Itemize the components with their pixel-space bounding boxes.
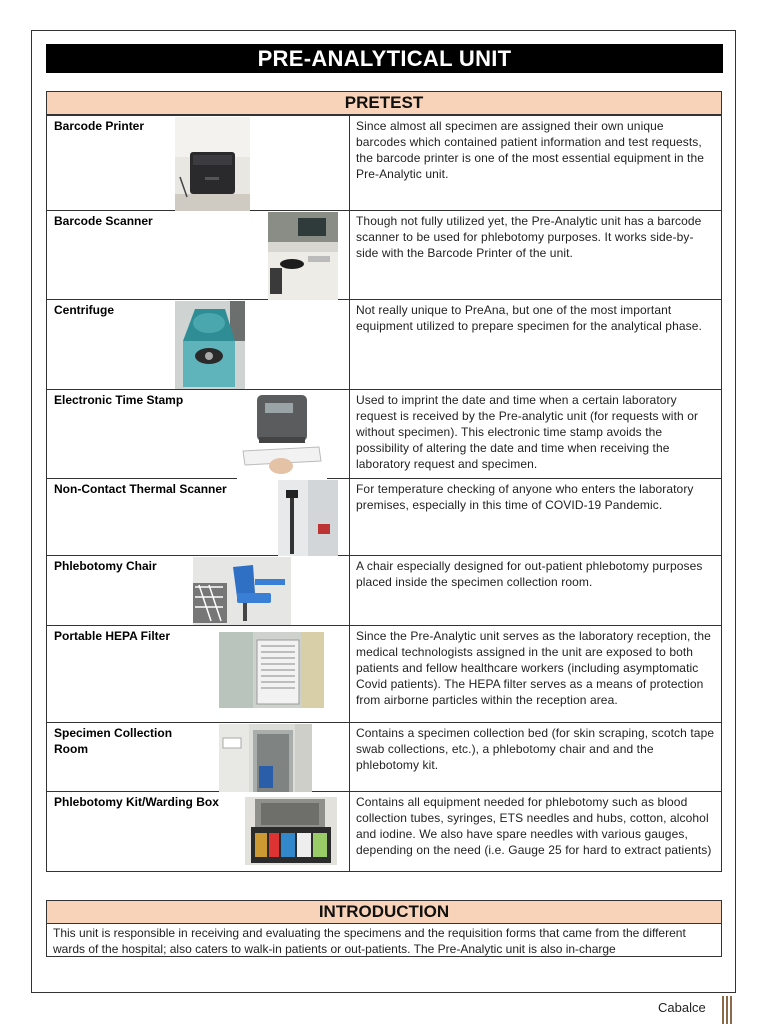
- item-label: Phlebotomy Kit/Warding Box: [54, 795, 219, 809]
- item-label: Electronic Time Stamp: [54, 393, 184, 407]
- table-row: [47, 390, 722, 479]
- table-row: [47, 626, 722, 723]
- pretest-header: PRETEST: [46, 91, 722, 115]
- phlebotomy-chair-photo: [193, 557, 291, 625]
- collection-room-photo: [219, 724, 312, 792]
- table-row: [47, 300, 722, 390]
- barcode-printer-photo: [175, 117, 250, 211]
- phlebotomy-kit-photo: [245, 797, 337, 865]
- item-label: Portable HEPA Filter: [54, 629, 171, 643]
- table-row: [47, 723, 722, 792]
- table-row: [47, 556, 722, 626]
- item-description: Used to imprint the date and time when a certain laboratory request is received by the Pre-analytic unit (for requests with or without specimen). This electronic time stamp avoids the possibility of altering the date and time when receiving the laboratory request and specimen.: [350, 390, 722, 479]
- centrifuge-photo: [175, 301, 245, 389]
- item-description: For temperature checking of anyone who enters the laboratory premises, especially in this time of COVID-19 Pandemic.: [350, 479, 722, 556]
- time-stamp-photo: [237, 391, 327, 479]
- barcode-scanner-photo: [268, 212, 338, 300]
- item-description: Since the Pre-Analytic unit serves as the laboratory reception, the medical technologists assigned in the unit are exposed to both patients and fellow healthcare workers (including asymptomatic Covid patients). The HEPA filter serves as a means of protection from airborne particles within the reception area.: [350, 626, 722, 723]
- introduction-text: This unit is responsible in receiving and evaluating the specimens and the requisition forms that came from the different wards of the hospital; also caters to walk-in patients or out-patients. The Pre-Analytic unit is also in-charge: [46, 924, 722, 957]
- footer-author: Cabalce: [658, 1000, 706, 1015]
- item-description: Contains all equipment needed for phlebotomy such as blood collection tubes, syringes, ETS needles and hubs, cotton, alcohol and iodine. We also have spare needles with various gauges, depending on the need (i.e. Gauge 25 for hard to extract patients): [350, 792, 722, 872]
- introduction-header: INTRODUCTION: [46, 900, 722, 924]
- item-description: Not really unique to PreAna, but one of the most important equipment utilized to prepare specimen for the analytical phase.: [350, 300, 722, 390]
- hepa-filter-photo: [219, 632, 324, 708]
- table-row: [47, 792, 722, 872]
- page-title: PRE-ANALYTICAL UNIT: [46, 44, 723, 73]
- pretest-table: [46, 115, 722, 872]
- item-label: Specimen Collection Room: [54, 726, 173, 756]
- item-label: Barcode Scanner: [54, 214, 153, 228]
- item-description: A chair especially designed for out-patient phlebotomy purposes placed inside the specimen collection room.: [350, 556, 722, 626]
- table-row: [47, 116, 722, 211]
- item-label: Phlebotomy Chair: [54, 559, 157, 573]
- thermal-scanner-photo: [278, 480, 338, 556]
- item-description: Though not fully utilized yet, the Pre-Analytic unit has a barcode scanner to be used for phlebotomy purposes. It works side-by-side with the Barcode Printer of the unit.: [350, 211, 722, 300]
- item-label: Non-Contact Thermal Scanner: [54, 482, 227, 496]
- item-description: Contains a specimen collection bed (for skin scraping, scotch tape swab collections, etc.), a phlebotomy chair and and the phlebotomy kit.: [350, 723, 722, 792]
- table-row: [47, 479, 722, 556]
- item-label: Centrifuge: [54, 303, 114, 317]
- item-description: Since almost all specimen are assigned their own unique barcodes which contained patient information and test requests, the barcode printer is one of the most essential equipment in the Pre-Analytic unit.: [350, 116, 722, 211]
- item-label: Barcode Printer: [54, 119, 145, 133]
- table-row: [47, 211, 722, 300]
- footer-decoration: [722, 996, 732, 1024]
